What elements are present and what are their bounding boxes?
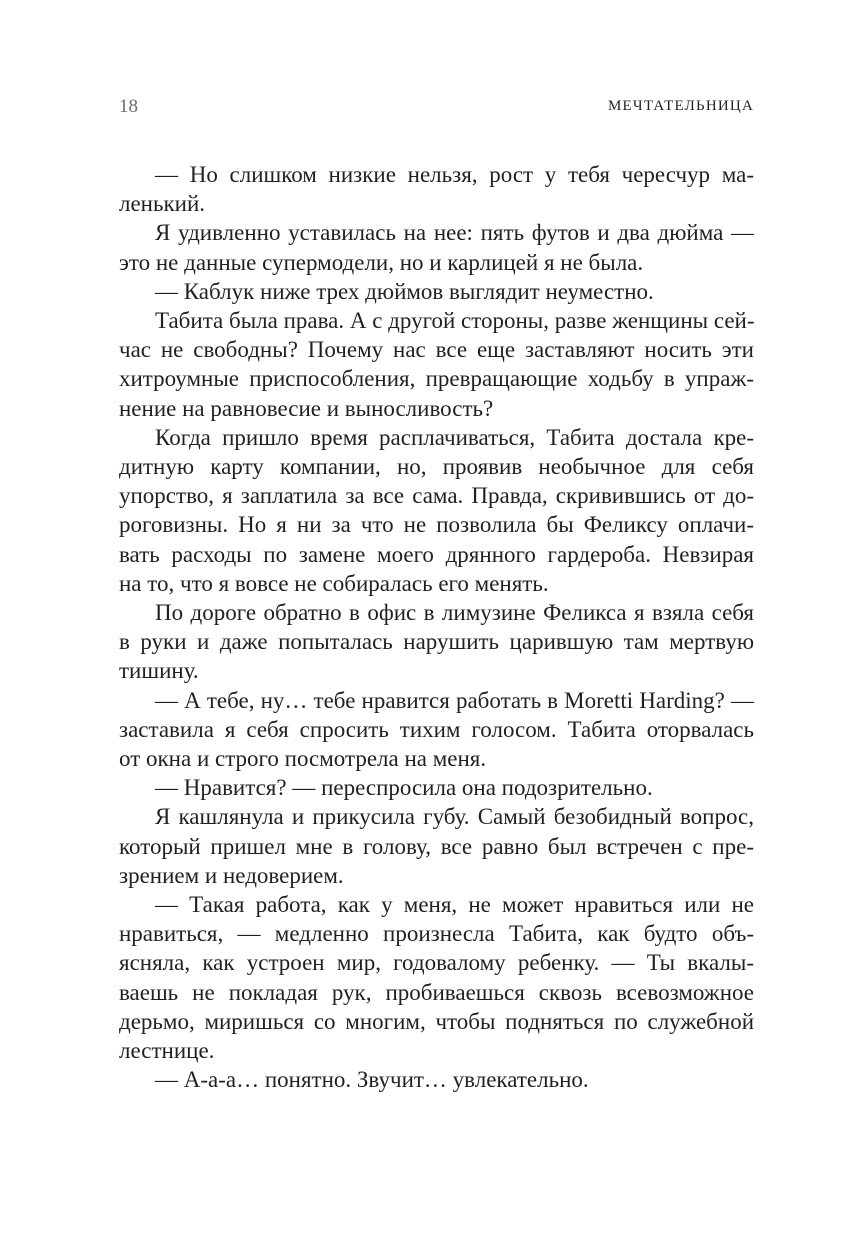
text-line: который пришел мне в голову, все равно был встречен с пре- [119,833,754,859]
text-line: ясняла, как устроен мир, годовалому ребенку. — Ты вкалы- [119,950,754,976]
text-line: это не данные супермодели, но и карлицей я не была. [119,249,644,275]
text-line: нравиться, — медленно произнесла Табита, как будто объ- [119,921,754,947]
text-line: нение на равновесие и выносливость? [119,395,494,421]
text-line: — Каблук ниже трех дюймов выглядит неуместно. [155,278,654,304]
text-line: — Нравится? — переспросила она подозрительно. [155,775,653,801]
text-line: на то, что я вовсе не собиралась его менять. [119,570,549,596]
text-line: хитроумные приспособления, превращающие ходьбу в упраж- [119,366,754,392]
text-line: Когда пришло время расплачиваться, Табита достала кре- [155,424,754,450]
text-line: тишину. [119,658,199,684]
text-line: заставила я себя спросить тихим голосом. Табита оторвалась [119,716,754,742]
text-line: Я удивленно уставилась на нее: пять футов и два дюйма — [155,220,754,246]
page-number: 18 [119,96,138,117]
text-line: вать расходы по замене моего дрянного гардероба. Невзирая [119,541,754,567]
text-line: дерьмо, миришься со многим, чтобы подняться по служебной [119,1008,754,1034]
text-line: ваешь не покладая рук, пробиваешься сквозь всевозможное [119,979,754,1005]
body-text [119,160,754,1095]
text-line: — Такая работа, как у меня, не может нравиться или не [155,892,754,918]
text-line: Я кашлянула и прикусила губу. Самый безобидный вопрос, [155,804,754,830]
text-line: — А тебе, ну… тебе нравится работать в Moretti Harding? — [155,687,754,713]
text-line: роговизны. Но я ни за что не позволила бы Феликсу оплачи- [119,512,754,538]
text-line: — Но слишком низкие нельзя, рост у тебя чересчур ма- [155,162,754,187]
text-line: дитную карту компании, но, проявив необычное для себя [119,454,754,480]
text-line: По дороге обратно в офис в лимузине Феликса я взяла себя [155,600,754,626]
text-line: час не свободны? Почему нас все еще заставляют носить эти [119,337,754,363]
running-title: МЕЧТАТЕЛЬНИЦА [607,98,754,114]
text-line: Табита была права. А с другой стороны, разве женщины сей- [155,308,755,334]
text-line: ленький. [119,191,206,217]
text-line: — А-а-а… понятно. Звучит… увлекательно. [155,1067,589,1093]
text-line: лестнице. [119,1038,215,1064]
text-line: в руки и даже попыталась нарушить царившую там мертвую [119,629,754,655]
text-line: упорство, я заплатила за все сама. Правда, скривившись от до- [119,483,754,509]
text-line: от окна и строго посмотрела на меня. [119,746,487,772]
text-line: зрением и недоверием. [119,862,344,888]
